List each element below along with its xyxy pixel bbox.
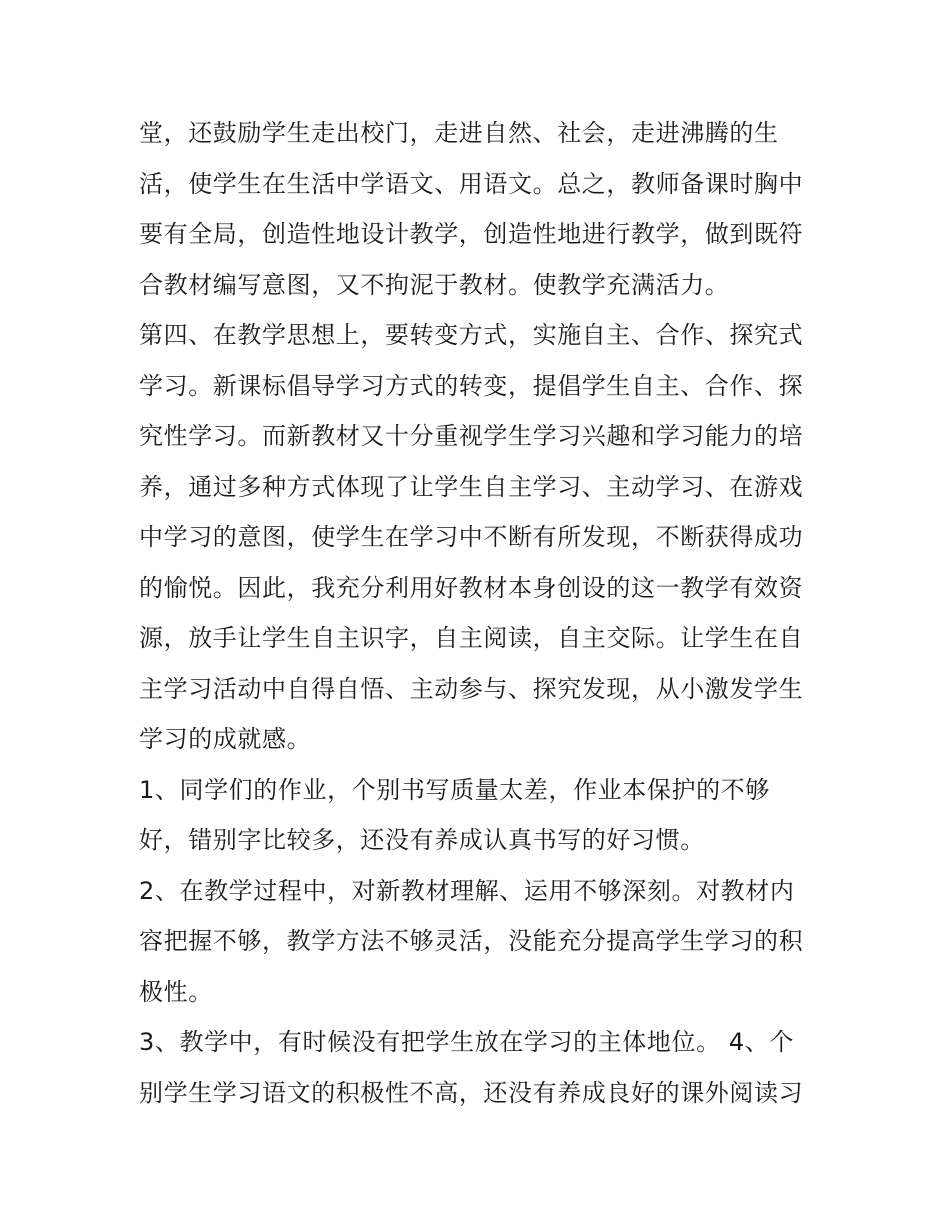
text-line: 别学生学习语文的积极性不高，还没有养成良好的课外阅读习 — [139, 1078, 804, 1107]
text-line: 极性。 — [139, 977, 213, 1006]
text-line: 堂，还鼓励学生走出校门，走进自然、社会，走进沸腾的生 — [139, 119, 779, 147]
text-line: 究性学习。而新教材又十分重视学生学习兴趣和学习能力的培 — [139, 422, 804, 450]
text-line: 第四、在教学思想上，要转变方式，实施自主、合作、探究式 — [139, 321, 804, 349]
text-line: 活，使学生在生活中学语文、用语文。总之，教师备课时胸中 — [139, 169, 804, 198]
text-line: 容把握不够，教学方法不够灵活，没能充分提高学生学习的积 — [139, 927, 804, 955]
document-body — [139, 108, 819, 1118]
text-line: 好，错别字比较多，还没有养成认真书写的好习惯。 — [139, 826, 705, 854]
text-line: 养，通过多种方式体现了让学生自主学习、主动学习、在游戏 — [139, 472, 804, 501]
text-line: 2、在教学过程中，对新教材理解、运用不够深刻。对教材内 — [139, 876, 795, 905]
text-line: 主学习活动中自得自悟、主动参与、探究发现，从小激发学生 — [139, 674, 804, 703]
text-line: 3、教学中，有时候没有把学生放在学习的主体地位。 4、个 — [139, 1028, 794, 1056]
text-line: 的愉悦。因此，我充分利用好教材本身创设的这一教学有效资 — [139, 573, 804, 602]
text-line: 中学习的意图，使学生在学习中不断有所发现，不断获得成功 — [139, 523, 804, 551]
text-line: 学习的成就感。 — [139, 725, 312, 753]
text-line: 源，放手让学生自主识字，自主阅读，自主交际。让学生在自 — [139, 624, 804, 652]
text-line: 合教材编写意图，又不拘泥于教材。使教学充满活力。 — [139, 270, 730, 299]
text-line: 要有全局，创造性地设计教学，创造性地进行教学，做到既符 — [139, 220, 804, 248]
text-line: 学习。新课标倡导学习方式的转变，提倡学生自主、合作、探 — [139, 371, 804, 400]
text-line: 1、同学们的作业，个别书写质量太差，作业本保护的不够 — [139, 775, 770, 804]
